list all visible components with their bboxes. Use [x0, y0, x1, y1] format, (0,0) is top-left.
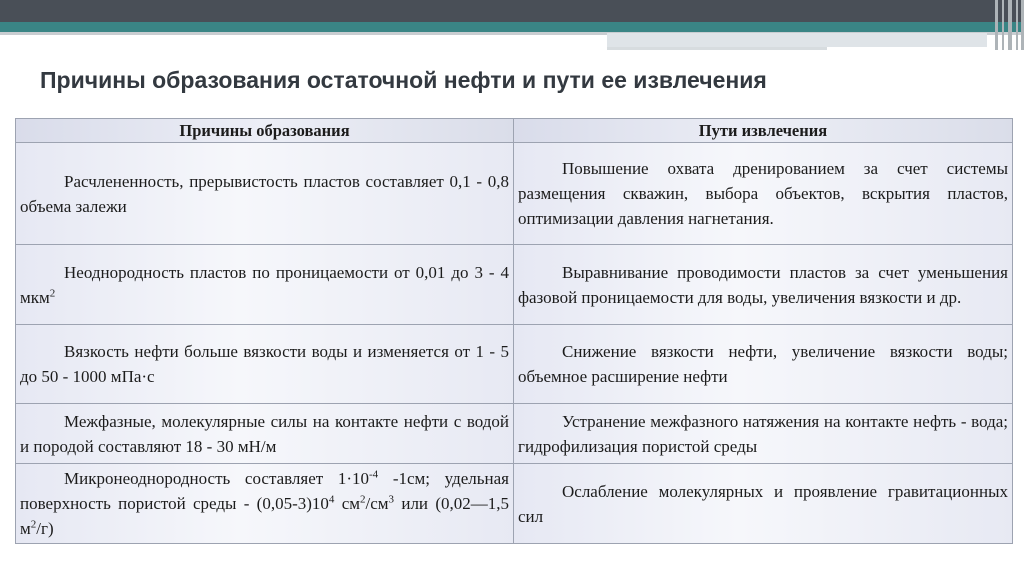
header-accent-block — [607, 33, 987, 47]
column-header-remedies: Пути извлечения — [514, 119, 1013, 143]
superscript: 2 — [360, 493, 366, 506]
decorative-vertical-lines — [993, 0, 1024, 50]
cause-cell: Расчлененность, прерывистость пластов составляет 0,1 - 0,8 объема залежи — [16, 143, 514, 245]
remedy-cell: Снижение вязкости нефти, увеличение вязкости воды; объемное расширение нефти — [514, 325, 1013, 404]
table-row — [16, 404, 1013, 464]
remedy-cell: Выравнивание проводимости пластов за счет уменьшения фазовой проницаемости для воды, увеличения вязкости и др. — [514, 245, 1013, 325]
table-row — [16, 464, 1013, 544]
header-accent-line — [607, 47, 827, 50]
cause-text: или (0,02—1,5 м — [20, 494, 509, 538]
table-row — [16, 143, 1013, 245]
cause-text: Микронеоднородность составляет 1·10 — [64, 469, 370, 488]
superscript: -4 — [369, 468, 379, 481]
superscript: 4 — [328, 493, 335, 506]
cause-cell — [16, 245, 514, 325]
remedy-cell: Устранение межфазного натяжения на контакте нефть - вода; гидрофилизация пористой среды — [514, 404, 1013, 464]
top-bar-dark — [0, 0, 1024, 22]
cause-cell: Вязкость нефти больше вязкости воды и изменяется от 1 - 5 до 50 - 1000 мПа·с — [16, 325, 514, 404]
column-header-causes: Причины образования — [16, 119, 514, 143]
cause-text: Неоднородность пластов по проницаемости от 0,01 до 3 - 4 мкм — [20, 262, 509, 307]
superscript: 3 — [388, 493, 395, 506]
cause-text: см — [334, 494, 361, 513]
cause-text: -1см; удельная поверхность пористой среды - (0,05-3)10 — [20, 469, 509, 513]
table-row — [16, 245, 1013, 325]
cause-cell — [16, 464, 514, 544]
causes-table — [15, 118, 1013, 544]
cause-cell: Межфазные, молекулярные силы на контакте нефти с водой и породой составляют 18 - 30 мН/м — [16, 404, 514, 464]
table-header-row — [16, 119, 1013, 143]
cause-text: /см — [365, 494, 389, 513]
slide-title: Причины образования остаточной нефти и пути ее извлечения — [40, 67, 767, 93]
remedy-cell: Ослабление молекулярных и проявление гравитационных сил — [514, 464, 1013, 544]
cause-text: /г) — [36, 519, 54, 538]
superscript: 2 — [30, 518, 37, 531]
table-row — [16, 325, 1013, 404]
top-bar-teal — [0, 22, 1024, 32]
superscript: 2 — [49, 286, 56, 299]
remedy-cell: Повышение охвата дренированием за счет системы размещения скважин, выбора объектов, вскрытия пластов, оптимизации давления нагнетания. — [514, 143, 1013, 245]
